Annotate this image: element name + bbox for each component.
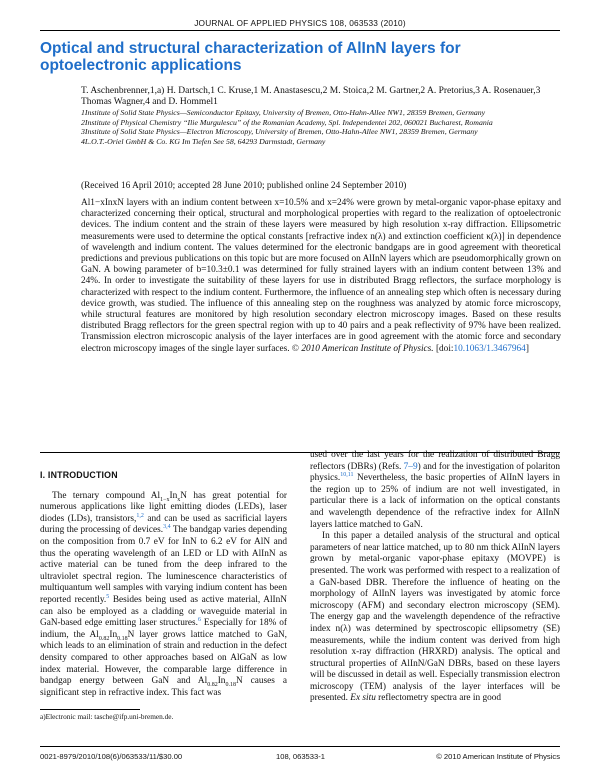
right-column	[310, 450, 560, 705]
affiliation-4: 4L.O.T.-Oriel GmbH & Co. KG Im Tiefen See 58, 64293 Darmstadt, Germany	[81, 136, 326, 146]
running-head: JOURNAL OF APPLIED PHYSICS 108, 063533 (2010)	[194, 18, 406, 28]
citation-link[interactable]: 1,2	[136, 512, 144, 519]
affiliation-1: 1Institute of Solid State Physics—Semiconductor Epitaxy, University of Bremen, Otto-Hahn-Allee NW1, 28359 Bremen, Germany	[81, 108, 486, 117]
author-list: T. Aschenbrenner,1,a) H. Dartsch,1 C. Kruse,1 M. Anastasescu,2 M. Stoica,2 M. Gartner,2 A. Pretorius,3 A. Rosenauer,3 Thomas Wagner,4 and D. Hommel1	[81, 86, 541, 107]
affiliation-3: 3Institute of Solid State Physics—Electron Microscopy, University of Bremen, Otto-Hahn-Allee NW1, 28359 Bremen, Germany	[81, 127, 478, 137]
section-heading-introduction: I. INTRODUCTION	[40, 470, 118, 480]
abstract	[81, 198, 561, 355]
footnote-rule	[40, 709, 140, 710]
footer-copyright: © 2010 American Institute of Physics	[436, 752, 560, 761]
affiliations	[81, 108, 551, 146]
intro-paragraph-1: The ternary compound $Al_{1-x}In_xN$ has great potential for numerous applications like light emitting diodes (LEDs), laser diodes (LDs), transistors,$^{1,2}$ and can be used as sacrificial layers during the processing of devices.$^{3,4}$ The bandgap varies depending on the composition from 0.7 eV for InN to 6.2 eV for AlN and thus the operating wavelength of an LED or LD with AlInN as active material can be tuned from the deep infrared to the ultraviolet spectral region. The luminescence characteristics of multiquantum well samples with varying indium content has been reported recently.$^5$ Besides being used as active material, AlInN can also be employed as a cladding or waveguide material in GaN-based edge emitting laser structures.$^6$ Especially for 18% of indium, the $Al_{0.82}In_{0.18}N$ layer grows lattice matched to GaN, which leads to an elimination of strain and reduction in the defect density compared to other approaches based on AlGaN as low index material. However, the comparable large difference in bandgap energy between GaN and $Al_{0.82}In_{0.18}N$ causes a significant step in refractive index. This fact was	[40, 490, 287, 698]
article-title: Optical and structural characterization of AlInN layers for optoelectronic applications	[40, 40, 461, 74]
intro-paragraph-2: In this paper a detailed analysis of the structural and optical parameters of near lattice matched, up to 80 nm thick AlInN layers grown by metal-organic vapor-phase epitaxy (MOVPE) is presented. The work was performed with respect to a realization of a GaN-based DBR. Therefore the influence of heating on the morphology of AlInN layers was investigated by atomic force microscopy (AFM) and secondary electron microscopy (SEM). The energy gap and the wavelength dependence of the refractive index n(λ) was determined by spectroscopic ellipsometry (SE) measurements, while the indium content was derived from high resolution x-ray diffraction (HRXRD) analysis. The optical and structural properties of AlInN/GaN DBRs, based on these layers will be discussed in detail as well. Especially transmission electron microscopy (TEM) analysis of the layer interfaces will be presented. Ex situ reflectometry spectra are in good	[310, 531, 560, 704]
abstract-body: Al1−xInxN layers with an indium content between x=10.5% and x=24% were grown by metal-organic vapor-phase epitaxy and characterized concerning their optical, structural and morphological properties with regard to the realization of optoelectronic devices. The indium content and the strain of these layers were measured by high resolution x-ray diffraction. Ellipsometric measurements were used to determine the optical constants [refractive index n(λ) and extinction coefficient κ(λ)] in dependence of wavelength and indium content. The values determined for the electronic bandgaps are in good agreement with theoretical predictions and previous publications on this topic but are more focused on AlInN layers which are pseudomorphically grown on GaN. A bowing parameter of b=10.3±0.1 was determined for fully strained layers with an indium content between 13% and 24%. In order to investigate the suitability of these layers for use in distributed Bragg reflectors, the surface morphology is characterized with respect to the indium content. Furthermore, the influence of an annealing step which often is necessary during device growth, was studied. The influence of this annealing step on the roughness was analyzed by atomic force microscopy, while structural features are monitored by high resolution secondary electron microscopy images. Based on these results distributed Bragg reflectors for the green spectral region with up to 40 pairs and a peak reflectivity of 97% have been realized. Transmission electron microscopic analysis of the layer interfaces are in good agreement with the atomic force and secondary electron microscopy images of the single layer surfaces. ©	[81, 198, 561, 354]
doi-link[interactable]: 10.1063/1.3467964	[453, 343, 526, 354]
footnote-email: a)Electronic mail: tasche@ifp.uni-bremen.de.	[40, 712, 174, 721]
citation-link[interactable]: 3,4	[163, 524, 171, 531]
header-rule	[40, 30, 560, 31]
citation-link[interactable]: 10,11	[340, 472, 354, 479]
abstract-copyright: 2010 American Institute of Physics.	[301, 343, 434, 354]
citation-link[interactable]: 5	[106, 593, 110, 600]
citation-link[interactable]: 7–9	[403, 461, 418, 472]
doi-prefix: [doi:	[435, 343, 454, 354]
footer-page-number: 108, 063533-1	[276, 752, 325, 761]
intro-paragraph-1-continued: used over the last years for the realization of distributed Bragg reflectors (DBRs) (Refs. 7–9) and for the investigation of polariton physics.$^{10,11}$ Nevertheless, the basic properties of AlInN layers in the region up to 25% of indium are not well investigated, in particular there is a lack of information on the optical constants and wavelength dependence of the refractive index for AlInN layers lattice matched to GaN.	[310, 450, 560, 530]
doi-suffix: ]	[525, 343, 529, 354]
page-footer	[40, 752, 560, 764]
citation-link[interactable]: 6	[198, 617, 202, 624]
footer-rule	[40, 746, 560, 747]
affiliation-2: 2Institute of Physical Chemistry “Ilie Murgulescu” of the Romanian Academy, Spl. Independentei 202, 060021 Bucharest, Romania	[81, 117, 493, 127]
left-column	[40, 470, 287, 699]
footer-issn: 0021-8979/2010/108(6)/063533/11/$30.00	[40, 752, 183, 761]
received-dates: (Received 16 April 2010; accepted 28 June 2010; published online 24 September 2010)	[81, 181, 407, 191]
